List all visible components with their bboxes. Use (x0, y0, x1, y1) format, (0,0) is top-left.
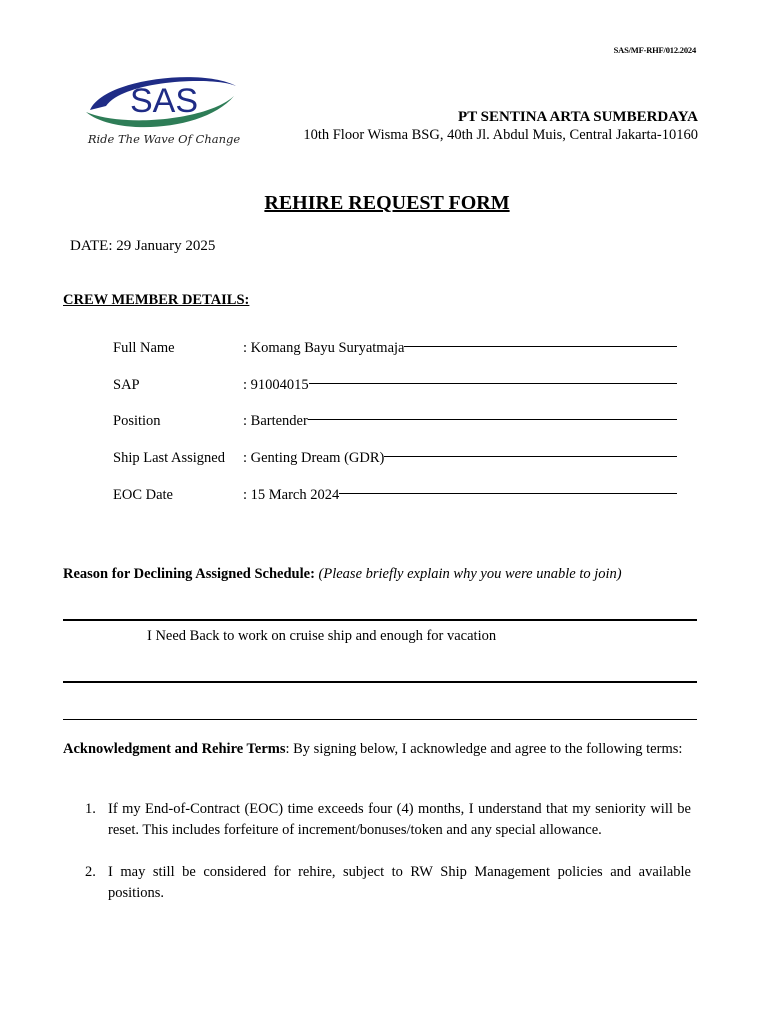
crew-details (113, 340, 677, 523)
field-label: EOC Date (113, 486, 173, 503)
field-value: : Genting Dream (GDR) (243, 450, 385, 467)
document-code: SAS/MF-RHF/012.2024 (613, 45, 696, 55)
ack-text: : By signing below, I acknowledge and agree to the following terms: (285, 741, 683, 757)
crew-section-heading: CREW MEMBER DETAILS: (63, 292, 250, 308)
field-row-eoc-date (113, 487, 677, 524)
term-item (63, 862, 691, 904)
logo-text: SAS (129, 82, 199, 120)
reason-line-1 (63, 619, 697, 621)
reason-answer: I Need Back to work on cruise ship and enough for vacation (147, 628, 497, 644)
logo-tagline: Ride The Wave Of Change (87, 132, 241, 146)
field-value: : 15 March 2024 (243, 486, 340, 503)
ack-label: Acknowledgment and Rehire Terms (63, 741, 286, 757)
field-value: : Bartender (243, 413, 308, 430)
term-text: If my End-of-Contract (EOC) time exceeds four (4) months, I understand that my seniority will be reset. This includes forfeiture of increment/bonuses/token and any special allowance. (108, 801, 691, 838)
field-label: Position (113, 413, 161, 430)
reason-prompt (63, 566, 622, 583)
term-number: 1. (85, 801, 96, 817)
company-logo (84, 72, 244, 156)
field-row-sap (113, 377, 677, 414)
field-value: : 91004015 (243, 376, 309, 393)
form-date: DATE: 29 January 2025 (70, 238, 216, 254)
reason-hint: (Please briefly explain why you were unable to join) (318, 566, 622, 582)
company-name: PT SENTINA ARTA SUMBERDAYA (458, 109, 698, 125)
field-row-ship-last-assigned (113, 450, 677, 487)
company-address: 10th Floor Wisma BSG, 40th Jl. Abdul Muis, Central Jakarta-10160 (303, 127, 698, 143)
reason-line-2 (63, 681, 697, 683)
field-row-position (113, 413, 677, 450)
fill-line (339, 487, 677, 494)
field-label: Full Name (113, 340, 175, 356)
field-label: Ship Last Assigned (113, 450, 225, 467)
reason-line-3 (63, 719, 697, 720)
term-text: I may still be considered for rehire, subject to RW Ship Management policies and available positions. (108, 864, 691, 901)
terms-list (63, 799, 691, 925)
fill-line (404, 340, 677, 347)
acknowledgment-paragraph (63, 739, 697, 760)
term-number: 2. (85, 864, 96, 880)
field-label: SAP (113, 376, 140, 393)
logo-swoosh-icon (84, 72, 244, 132)
fill-line (384, 450, 677, 457)
reason-label: Reason for Declining Assigned Schedule: (63, 566, 315, 582)
term-item (63, 799, 691, 841)
form-title: REHIRE REQUEST FORM (264, 192, 510, 214)
fill-line (309, 377, 677, 384)
fill-line (308, 413, 677, 420)
field-row-full-name (113, 340, 677, 377)
field-value: : Komang Bayu Suryatmaja (243, 340, 405, 356)
company-info (303, 108, 698, 145)
